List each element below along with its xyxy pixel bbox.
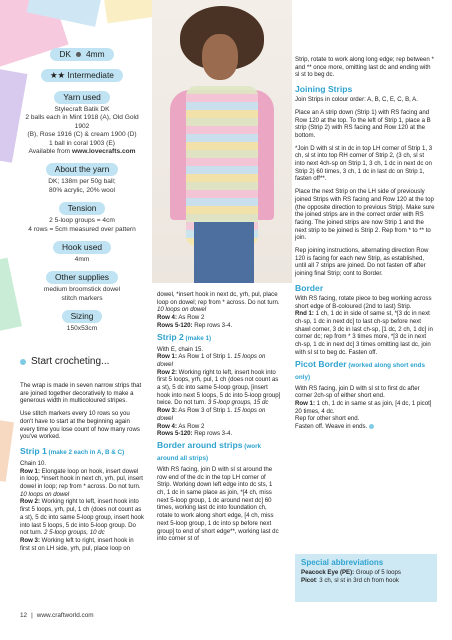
row-label: Rows 5-120: <box>157 321 193 329</box>
joining-paragraph: Place the next Strip on the LH side of previously joined Strips with RS facing and Row 120 at the top (the opposite direction to previous Strip). Make sure the joined strips are in the correct order with RS facing. The joined strips are now Strip 1 and the next strip to be joined is Strip 2. Rep from * to ** to join. <box>295 188 435 242</box>
row-count: 10 loops on dowel <box>20 490 70 498</box>
tip-paragraph: Use stitch markers every 10 rows so you don't have to start at the beginning again every time you lose count of how many rows you've worked. <box>20 410 140 441</box>
row-label: Row 4: <box>157 422 177 430</box>
sizing-title: Sizing <box>62 310 103 323</box>
row-text: Elongate loop on hook, insert dowel in loop, *insert hook in next ch, yrh, pul, insert dowel in loop; rep from * across. Do not turn. <box>20 467 143 491</box>
strip1-title: Strip 1 <box>20 445 47 456</box>
level-label: Intermediate <box>67 70 114 80</box>
about-yarn-title: About the yarn <box>46 163 118 176</box>
photo-jeans <box>194 222 254 283</box>
hook-size-label: 4mm <box>86 49 105 59</box>
column-1 <box>20 382 144 552</box>
row-label: Row 3: <box>157 407 177 415</box>
finish-line <box>295 423 435 431</box>
row-instruction <box>157 407 281 422</box>
model-photo <box>152 0 292 283</box>
strip2-heading <box>157 332 281 344</box>
abbrev-line <box>301 569 431 577</box>
picot-text: With RS facing, join D with sl st to first dc after corner 2ch-sp of either short end. <box>295 384 420 400</box>
bullet-icon <box>20 359 26 365</box>
row-text: As Row 3 of Strip 1. <box>176 407 234 415</box>
border-heading: Border <box>295 282 324 293</box>
hook-used-title: Hook used <box>53 241 111 254</box>
row-instruction <box>20 537 144 552</box>
footer-site[interactable]: www.craftworld.com <box>36 612 94 619</box>
available-prefix: Available from <box>28 148 72 156</box>
row-instruction <box>157 369 281 408</box>
abbrev-label: Picot <box>301 576 316 584</box>
row-count: 15 loops on dowel <box>157 353 266 368</box>
row-instruction <box>157 423 281 431</box>
column-2 <box>157 291 281 543</box>
page-footer <box>20 612 94 619</box>
yarn-line: (B), Rose 1916 (C) & cream 1900 (D) <box>27 131 137 139</box>
level-section <box>18 69 146 84</box>
abbrev-label: Peacock Eye (PE): <box>301 569 355 576</box>
pattern-info <box>18 48 146 341</box>
yarn-line: 1 ball in coral 1903 (E) <box>49 139 115 147</box>
picot-title: Picot Border <box>295 358 347 369</box>
abbrev-text: Group of 5 loops <box>354 569 401 576</box>
chain-line: With E, chain 15. <box>157 345 204 353</box>
yarn-line: Stylecraft Batik DK <box>54 106 110 113</box>
other-supplies-title: Other supplies <box>46 271 118 284</box>
supply-line: stitch markers <box>61 294 103 302</box>
supplier-link[interactable]: www.lovecrafts.com <box>71 148 136 156</box>
row-instruction <box>295 400 435 415</box>
tension-line: 2 5-loop groups = 4cm <box>49 217 115 225</box>
special-abbreviations-box <box>295 554 437 602</box>
round-label: Rnd 1: <box>295 310 314 318</box>
weight-hook-pill <box>50 48 113 61</box>
footer-separator: | <box>31 612 33 619</box>
row-text: Working left to right, insert hook in first st on LH side, yrh, pul, place loop on <box>20 536 134 552</box>
strip2-title: Strip 2 <box>157 331 184 342</box>
strip1-heading <box>20 446 144 458</box>
strip1-sub: (make 2 each in A, B & C) <box>46 448 125 456</box>
row-text: As Row 1 of Strip 1. <box>176 353 234 361</box>
joining-paragraph: Place an A strip down (Strip 1) with RS facing and Row 120 at the top. To the left of Strip 1, place a B strip (Strip 2) with RS facing and Row 120 at the bottom. <box>295 108 431 139</box>
row-label: Row 4: <box>157 314 177 322</box>
row-instruction <box>157 291 281 314</box>
row-label: Rows 5-120: <box>157 430 193 438</box>
chain-line: Chain 10. <box>20 459 47 467</box>
ball-icon <box>76 52 81 57</box>
yarn-used-section <box>18 91 146 156</box>
pastel-shape <box>0 418 14 482</box>
joining-order: Join Strips in colour order: A, B, C, E, C, B, A. <box>295 96 418 104</box>
continued-paragraph: Strip, rotate to work along long edge; rep between * and ** once more, omitting last dc and ending with sl st to beg dc. <box>295 56 434 79</box>
column-3 <box>295 56 435 431</box>
row-instruction <box>20 498 144 537</box>
row-text: As Row 2 <box>176 422 205 430</box>
special-abbreviations-title: Special abbreviations <box>301 558 384 567</box>
start-heading <box>20 356 109 368</box>
tension-line: 4 rows = 5cm measured over pattern <box>28 225 136 233</box>
joining-paragraph: Rep joining instructions, alternating direction Row 120 is facing for each new Strip, as established, until all 7 strips are joined. Do not fasten off after joining final Strip; cont to Border. <box>295 247 429 278</box>
level-pill <box>41 69 123 82</box>
tension-title: Tension <box>59 202 106 215</box>
yarn-used-title: Yarn used <box>54 91 110 104</box>
sizing-section <box>18 310 146 333</box>
row-label: Row 1: <box>295 399 315 407</box>
row-text: Working right to left, insert hook into first 5 loops, yrh, pul, 1 ch (does not count as a st), 5 dc into same 5-loop group, insert hook into last 5 loops, 5 dc into 5-loop group. Do not turn. <box>20 498 144 537</box>
page-number: 12 <box>20 612 28 619</box>
row-text: Rep rows 3-4. <box>192 321 233 329</box>
start-heading-text: Start crocheting... <box>31 356 110 367</box>
row-instruction <box>20 468 144 499</box>
strip2-sub: (make 1) <box>183 334 212 342</box>
other-supplies-section <box>18 271 146 303</box>
about-line: 80% acrylic, 20% wool <box>49 186 115 194</box>
yarn-line: 2 balls each in Mint 1918 (A), Old Gold 1902 <box>25 114 139 130</box>
intro-paragraph: The wrap is made in seven narrow strips that are joined together decoratively to make a generous width in multicoloured stripes. <box>20 382 142 405</box>
yarn-weight-row <box>18 48 146 63</box>
about-yarn-section <box>18 163 146 195</box>
abbrev-line <box>301 577 431 585</box>
row-text: Working right to left, insert hook into first 5 loops, yrh, pul, 1 ch (does not count as a st), 5 dc into same 5-loop group, [insert hook into next 5 loops, 5 dc into 5-loop group] twice. Do not turn. <box>157 368 281 407</box>
round-instruction <box>295 310 435 356</box>
photo-face <box>202 34 238 80</box>
supply-line: medium broomstick dowel <box>43 286 121 294</box>
weight-label: DK <box>59 49 71 59</box>
joining-paragraph: *Join D with sl st in dc in top LH corner of Strip 1, 3 ch, sl st into top RH corner of Strip 2, (3 ch, sl st into next 4ch-sp on Strip 1, 3 ch, 1 dc in next dc on Strip 2) 60 times, 3 ch, 1 dc in last dc on Strip 1, fasten off**. <box>295 144 433 183</box>
row-label: Row 1: <box>157 353 177 361</box>
row-text: 1 ch, 1 dc in same st as join, [4 dc, 1 picot] 20 times, 4 dc. <box>295 399 432 415</box>
row-instruction <box>157 314 281 322</box>
finish-text: Fasten off. Weave in ends. <box>295 423 368 431</box>
yarn-availability <box>18 148 146 156</box>
border-around-heading <box>157 440 281 464</box>
picot-sub: (worked along short ends only) <box>295 361 425 381</box>
hook-used-value: 4mm <box>74 256 90 264</box>
row-instruction <box>157 430 281 438</box>
row-count: 15 loops on dowel <box>157 407 266 422</box>
row-text: As Row 2 <box>176 314 205 322</box>
row-label: Row 1: <box>20 467 40 475</box>
hook-used-section <box>18 241 146 264</box>
row-text: dowel, *insert hook in next dc, yrh, pul, place loop on dowel; rep from * across. Do not turn. <box>157 291 280 306</box>
row-text: Rep rows 3-4. <box>192 430 233 438</box>
round-text: 1 ch, 1 dc in side of same st, *[3 dc in next ch-sp, 1 dc in next dc] to last ch-sp before next shawl corner, 3 dc in last ch-sp, [1 dc, 2 ch, 1 dc] in corner dc; rep from * 3 times more, *[3 dc in next ch-sp, 1 dc in next dc] 3 times omitting last dc, join with sl st to beg dc. Fasten off. <box>295 310 433 356</box>
row-count: 3 5-loop groups, 15 dc <box>207 399 269 407</box>
border-text: With RS facing, rotate piece to beg working across short edge of B-coloured (2nd to last) Strip. <box>295 294 432 310</box>
border-around-sub: (work around all strips) <box>157 442 262 462</box>
row-instruction <box>157 322 281 330</box>
picot-heading <box>295 359 435 383</box>
sizing-value: 150x53cm <box>66 325 98 333</box>
row-count: 2 5-loop groups, 10 dc <box>44 529 105 537</box>
tension-section <box>18 202 146 234</box>
row-label: Row 2: <box>157 368 177 376</box>
row-label: Row 3: <box>20 536 40 544</box>
row-count: 10 loops on dowel <box>157 306 207 314</box>
row-label: Row 2: <box>20 498 40 506</box>
stars-icon: ★★ <box>50 70 68 80</box>
border-around-text: With RS facing, join D with sl st around the row end of the dc in the top LH corner of Strip. Working down left edge into dc sts, 1 ch, 1 dc in same place as join, *[4 ch, miss next 5-loop group, 1 dc around next dc] 60 times, working last dc into foundation ch, rotate to work along short edge, [4 ch, miss next 5-loop group, 1 dc into sp before next group] to end of short edge**, working last dc into corner st of <box>157 465 279 543</box>
about-line: DK; 138m per 50g ball; <box>48 178 116 186</box>
abbrev-text: : 3 ch, sl st in 3rd ch from hook <box>315 576 399 584</box>
repeat-line: Rep for other short end. <box>295 415 360 423</box>
end-dot-icon <box>369 424 374 429</box>
joining-heading: Joining Strips <box>295 84 353 95</box>
row-instruction <box>157 353 281 368</box>
border-around-title: Border around strips <box>157 439 243 450</box>
